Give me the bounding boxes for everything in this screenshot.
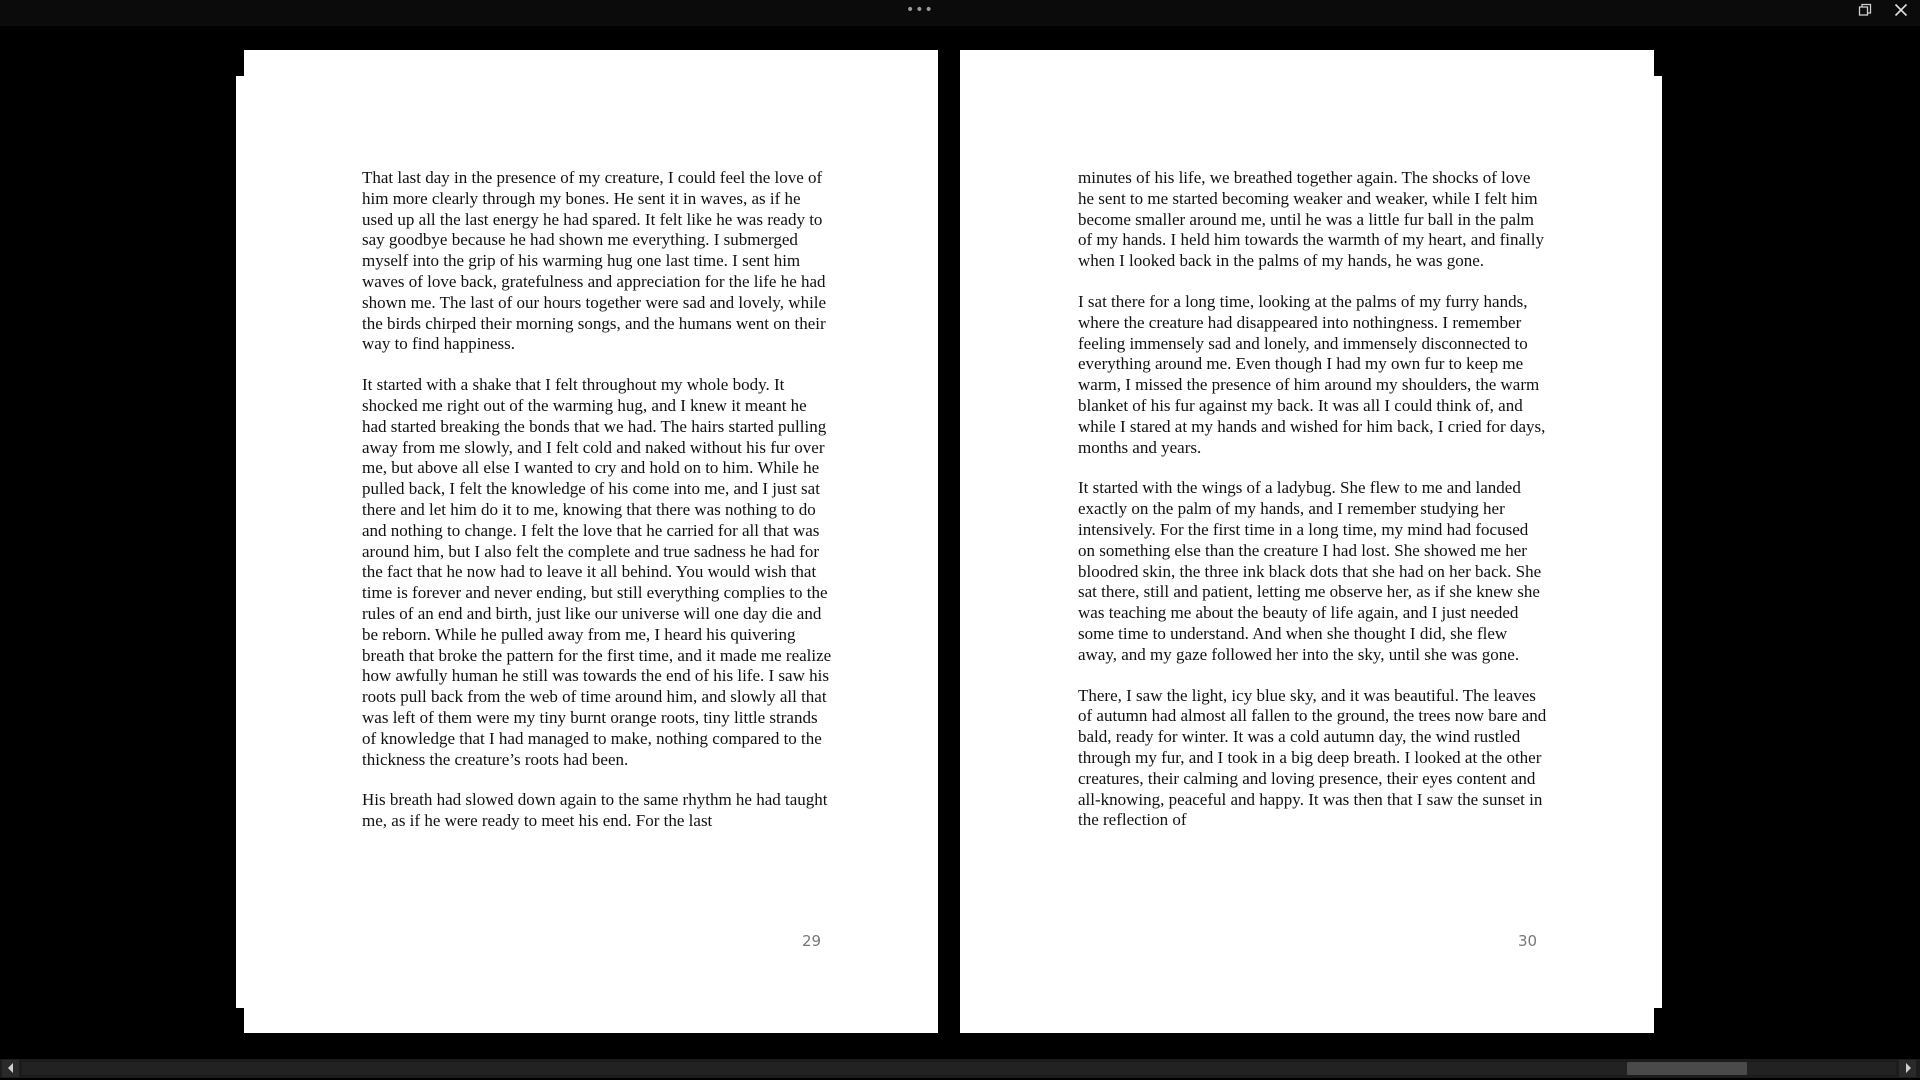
page-number: 29 xyxy=(802,932,822,950)
scrollbar-thumb[interactable] xyxy=(1627,1062,1747,1075)
more-horizontal-icon[interactable]: ••• xyxy=(906,2,934,18)
close-window-button[interactable] xyxy=(1886,0,1916,24)
page-edge-right xyxy=(1654,76,1662,1008)
paragraph: minutes of his life, we breathed together again. The shocks of love he sent to me started becoming weaker and weaker, while I felt him become smaller around me, until he was a little fur ball in the palm of my hands. I held him towards the warmth of my heart, and finally when I looked back in the palms of my hands, he was gone. xyxy=(1078,168,1544,271)
scrollbar-track[interactable] xyxy=(22,1062,1896,1075)
book-page-right xyxy=(960,50,1654,1033)
paragraph: It started with a shake that I felt throughout my whole body. It shocked me right out of the warming hug, and I knew it meant he had started breaking the bonds that we had. The hairs started pulling away from me slowly, and I felt cold and naked without his fur over me, but above all else I wanted to cry and hold on to him. While he pulled back, I felt the knowledge of his come into me, and I just sat there and let him do it to me, knowing that there was nothing to do and nothing to change. I felt the love that he carried for all that was around him, but I also felt the complete and true sadness he had for the fact that he now had to leave it all behind. You would wish that time is forever and never ending, but still everything complies to the rules of an end and birth, just like our universe will one day die and be reborn. While he pulled away from me, I heard his quivering breath that broke the pattern for the first time, and it made me realize how awfully human he still was towards the end of his life. I saw his roots pull back from the web of time around him, and slowly all that was left of them were my tiny burnt orange roots, tiny little strands of knowledge that I had managed to make, nothing compared to the thickness the creature’s roots had been. xyxy=(362,375,832,769)
page-number: 30 xyxy=(1518,932,1538,950)
paragraph: I sat there for a long time, looking at the palms of my furry hands, where the creature had disappeared into nothingness. I remember feeling immensely sad and lonely, and immensely disconnected to everything around me. Even though I had my own fur to keep me warm, I missed the presence of him around my shoulders, the warm blanket of his fur against my back. It was all I could think of, and while I stared at my hands and wished for him back, I cried for days, months and years. xyxy=(1078,291,1546,457)
paragraph: His breath had slowed down again to the same rhythm he had taught me, as if he were ready to meet his end. For the last xyxy=(362,790,828,831)
paragraph: That last day in the presence of my creature, I could feel the love of him more clearly through my bones. He sent it in waves, as if he used up all the last energy he had spared. It felt like he was ready to say goodbye because he had shown me everything. I submerged myself into the grip of his warming hug one last time. I sent him waves of love back, gratefulness and appreciation for the life he had shown me. The last of our hours together were sad and lovely, while the birds chirped their morning songs, and the humans went on their way to find happiness. xyxy=(362,168,827,354)
scroll-left-button[interactable] xyxy=(2,1060,19,1077)
restore-window-button[interactable] xyxy=(1850,0,1880,24)
book-page-left xyxy=(244,50,938,1033)
close-icon xyxy=(1894,3,1908,22)
paragraph: It started with the wings of a ladybug. She flew to me and landed exactly on the palm of my hands, and I remember studying her intensively. For the first time in a long time, my mind had focused on something else than the creature I had lost. She showed me her bloodred skin, the three ink black dots that she had on her back. She sat there, still and patient, letting me observe her, as if she knew she was teaching me about the beauty of life again, and I just needed some time to understand. And when she thought I did, she flew away, and my gaze followed her into the sky, until she was gone. xyxy=(1078,478,1542,664)
page-body xyxy=(1078,168,1548,851)
page-body xyxy=(362,168,832,852)
restore-window-icon xyxy=(1858,3,1872,22)
scroll-right-arrow-icon xyxy=(1904,1060,1912,1078)
scroll-right-button[interactable] xyxy=(1899,1060,1916,1077)
window-title-bar xyxy=(0,0,1920,26)
scroll-left-arrow-icon xyxy=(7,1060,15,1078)
horizontal-scrollbar[interactable] xyxy=(0,1059,1920,1078)
paragraph: There, I saw the light, icy blue sky, and it was beautiful. The leaves of autumn had almost all fallen to the ground, the trees now bare and bald, ready for winter. It was a cold autumn day, the wind rustled through my fur, and I took in a big deep breath. I looked at the other creatures, their calming and loving presence, their eyes content and all-knowing, peaceful and happy. It was then that I saw the sunset in the reflection of xyxy=(1078,685,1547,830)
